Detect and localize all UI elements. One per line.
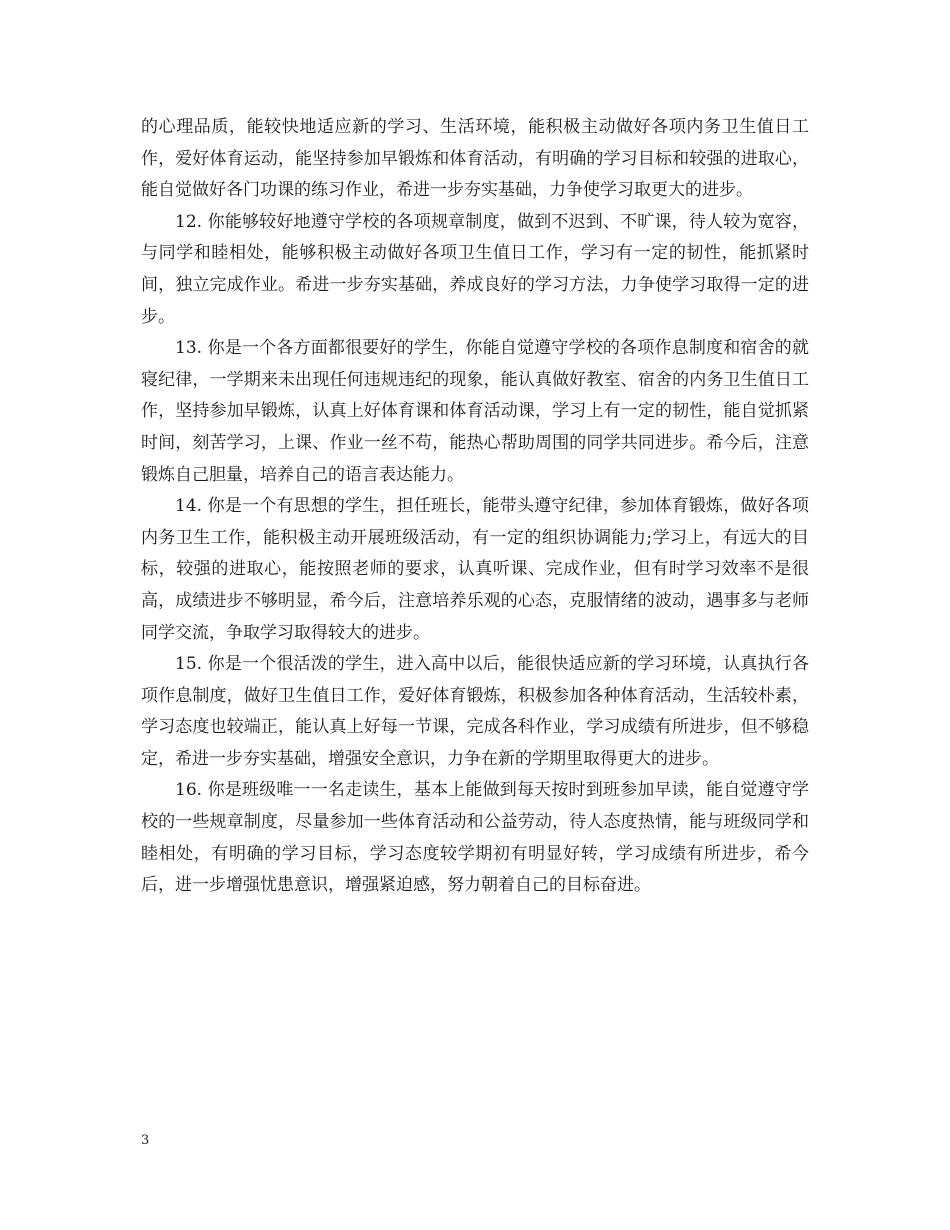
- document-page: [141, 112, 809, 902]
- paragraph-item-12: 12. 你能够较好地遵守学校的各项规章制度，做到不迟到、不旷课，待人较为宽容，与同学和睦相处，能够积极主动做好各项卫生值日工作，学习有一定的韧性，能抓紧时间，独立完成作业。希进一步夯实基础，养成良好的学习方法，力争使学习取得一定的进步。: [141, 211, 809, 327]
- paragraph-item-13: 13. 你是一个各方面都很要好的学生，你能自觉遵守学校的各项作息制度和宿舍的就寝纪律，一学期来未出现任何违规违纪的现象，能认真做好教室、宿舍的内务卫生值日工作，坚持参加早锻炼，认真上好体育课和体育活动课，学习上有一定的韧性，能自觉抓紧时间，刻苦学习，上课、作业一丝不苟，能热心帮助周围的同学共同进步。希今后，注意锻炼自己胆量，培养自己的语言表达能力。: [141, 338, 809, 485]
- page-number: 3: [141, 1133, 150, 1148]
- paragraph-item-16: 16. 你是班级唯一一名走读生，基本上能做到每天按时到班参加早读，能自觉遵守学校的一些规章制度，尽量参加一些体育活动和公益劳动，待人态度热情，能与班级同学和睦相处，有明确的学习目标，学习态度较学期初有明显好转，学习成绩有所进步，希今后，进一步增强忧患意识，增强紧迫感，努力朝着自己的目标奋进。: [141, 780, 809, 896]
- paragraph-continuation: 的心理品质，能较快地适应新的学习、生活环境，能积极主动做好各项内务卫生值日工作，爱好体育运动，能坚持参加早锻炼和体育活动，有明确的学习目标和较强的进取心，能自觉做好各门功课的练习作业，希进一步夯实基础，力争使学习取更大的进步。: [141, 117, 809, 201]
- paragraph-item-15: 15. 你是一个很活泼的学生，进入高中以后，能很快适应新的学习环境，认真执行各项作息制度，做好卫生值日工作，爱好体育锻炼，积极参加各种体育活动，生活较朴素，学习态度也较端正，能认真上好每一节课，完成各科作业，学习成绩有所进步，但不够稳定，希进一步夯实基础，增强安全意识，力争在新的学期里取得更大的进步。: [141, 654, 809, 769]
- paragraph-item-14: 14. 你是一个有思想的学生，担任班长，能带头遵守纪律，参加体育锻炼，做好各项内务卫生工作，能积极主动开展班级活动，有一定的组织协调能力;学习上，有远大的目标，较强的进取心，能按照老师的要求，认真听课、完成作业，但有时学习效率不是很高，成绩进步不够明显，希今后，注意培养乐观的心态，克服情绪的波动，遇事多与老师同学交流，争取学习取得较大的进步。: [141, 496, 809, 643]
